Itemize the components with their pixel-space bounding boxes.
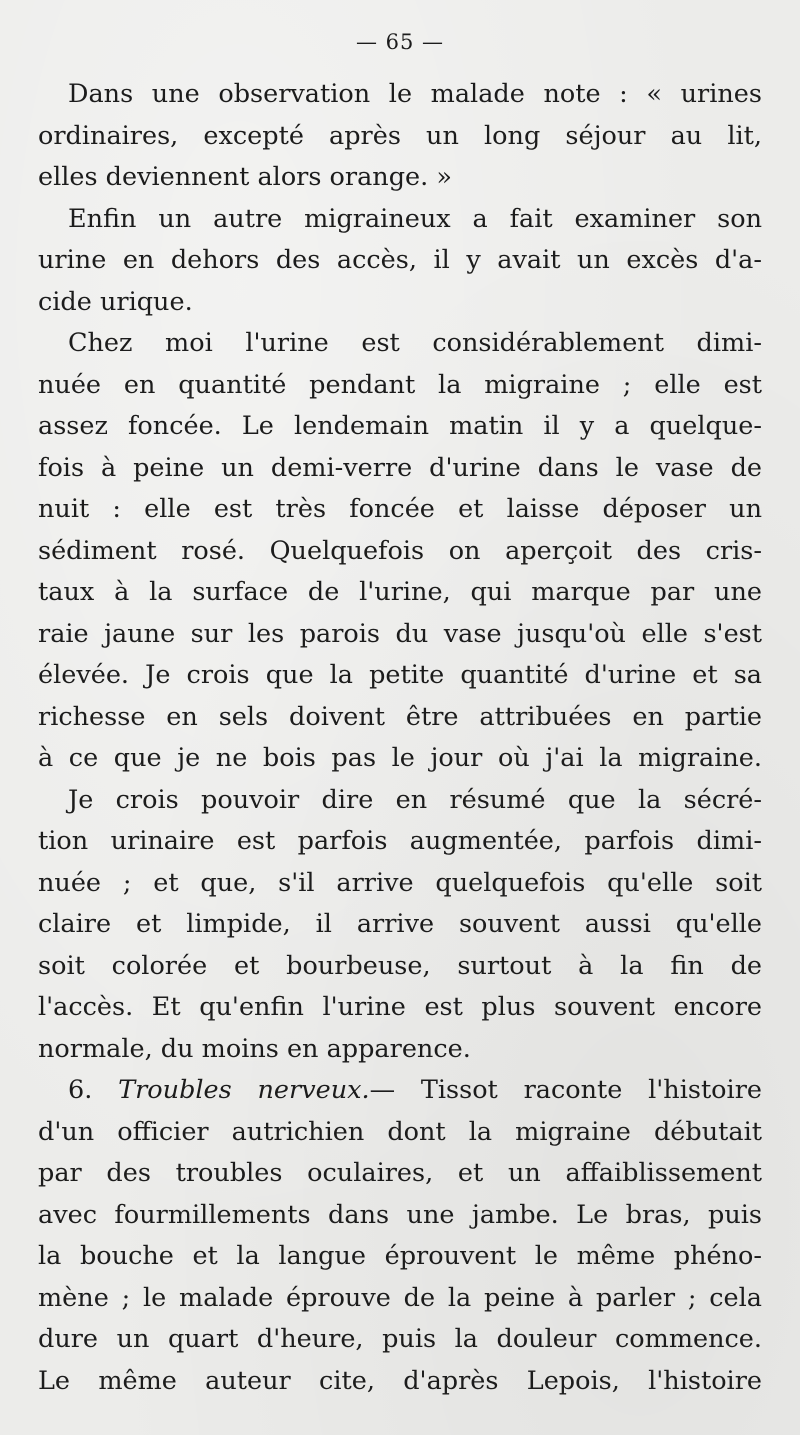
text-line: élevée. Je crois que la petite quantité d'urine et sa — [38, 660, 762, 690]
text-line: Enfin un autre migraineux a fait examiner son — [68, 203, 762, 234]
paragraph-2 — [38, 199, 762, 324]
text-line: fois à peine un demi-verre d'urine dans le vase de — [38, 452, 762, 483]
section-title: Troubles nerveux. — [118, 1075, 370, 1105]
paragraph-5 — [38, 1070, 762, 1402]
text-line: claire et limpide, il arrive souvent aussi qu'elle — [38, 909, 762, 939]
text-line: assez foncée. Le lendemain matin il y a quelque- — [38, 411, 762, 441]
text-line: d'un officier autrichien dont la migraine débutait — [38, 1116, 762, 1147]
text-line: ordinaires, excepté après un long séjour au lit, — [38, 120, 762, 151]
text-line: Je crois pouvoir dire en résumé que la sécré- — [68, 784, 762, 815]
text-line: tion urinaire est parfois augmentée, parfois dimi- — [38, 826, 762, 856]
page-number: — 65 — — [355, 30, 445, 54]
text-line: nuée ; et que, s'il arrive quelquefois qu'elle soit — [38, 867, 762, 898]
text-line: mène ; le malade éprouve de la peine à parler ; cela — [38, 1282, 762, 1313]
text-line: Chez moi l'urine est considérablement dimi- — [68, 328, 762, 358]
text-line: richesse en sels doivent être attribuées en partie — [38, 701, 762, 732]
text-line: urine en dehors des accès, il y avait un excès d'a- — [38, 245, 762, 275]
text-line: raie jaune sur les parois du vase jusqu'où elle s'est — [38, 618, 762, 649]
paragraph-4 — [38, 780, 762, 1071]
body-text — [38, 74, 762, 1402]
text-line: Le même auteur cite, d'après Lepois, l'histoire — [38, 1365, 762, 1396]
section-number: 6. — [68, 1075, 93, 1105]
section-heading-line — [38, 1070, 762, 1112]
text-line: par des troubles oculaires, et un affaiblissement — [38, 1158, 762, 1188]
text-line: soit colorée et bourbeuse, surtout à la fin de — [38, 950, 762, 981]
text-line: normale, du moins en apparence. — [38, 1033, 471, 1064]
text-line: sédiment rosé. Quelquefois on aperçoit des cris- — [38, 535, 762, 566]
text-line: à ce que je ne bois pas le jour où j'ai la migraine. — [38, 743, 762, 773]
text-line: cide urique. — [38, 286, 193, 317]
text-line: nuée en quantité pendant la migraine ; elle est — [38, 369, 762, 400]
text-line: nuit : elle est très foncée et laisse déposer un — [38, 494, 762, 524]
paragraph-3 — [38, 323, 762, 780]
text-line: avec fourmillements dans une jambe. Le bras, puis — [38, 1199, 762, 1230]
text-line: dure un quart d'heure, puis la douleur commence. — [38, 1324, 762, 1354]
text-line: taux à la surface de l'urine, qui marque par une — [38, 577, 762, 607]
paragraph-1 — [38, 74, 762, 199]
section-heading-rest: — Tissot raconte l'histoire — [369, 1075, 762, 1105]
text-line: l'accès. Et qu'enfin l'urine est plus souvent encore — [38, 992, 762, 1022]
text-line: la bouche et la langue éprouvent le même phéno- — [38, 1241, 762, 1271]
text-line: Dans une observation le malade note : « urines — [68, 79, 762, 109]
text-line: elles deviennent alors orange. » — [38, 162, 452, 192]
